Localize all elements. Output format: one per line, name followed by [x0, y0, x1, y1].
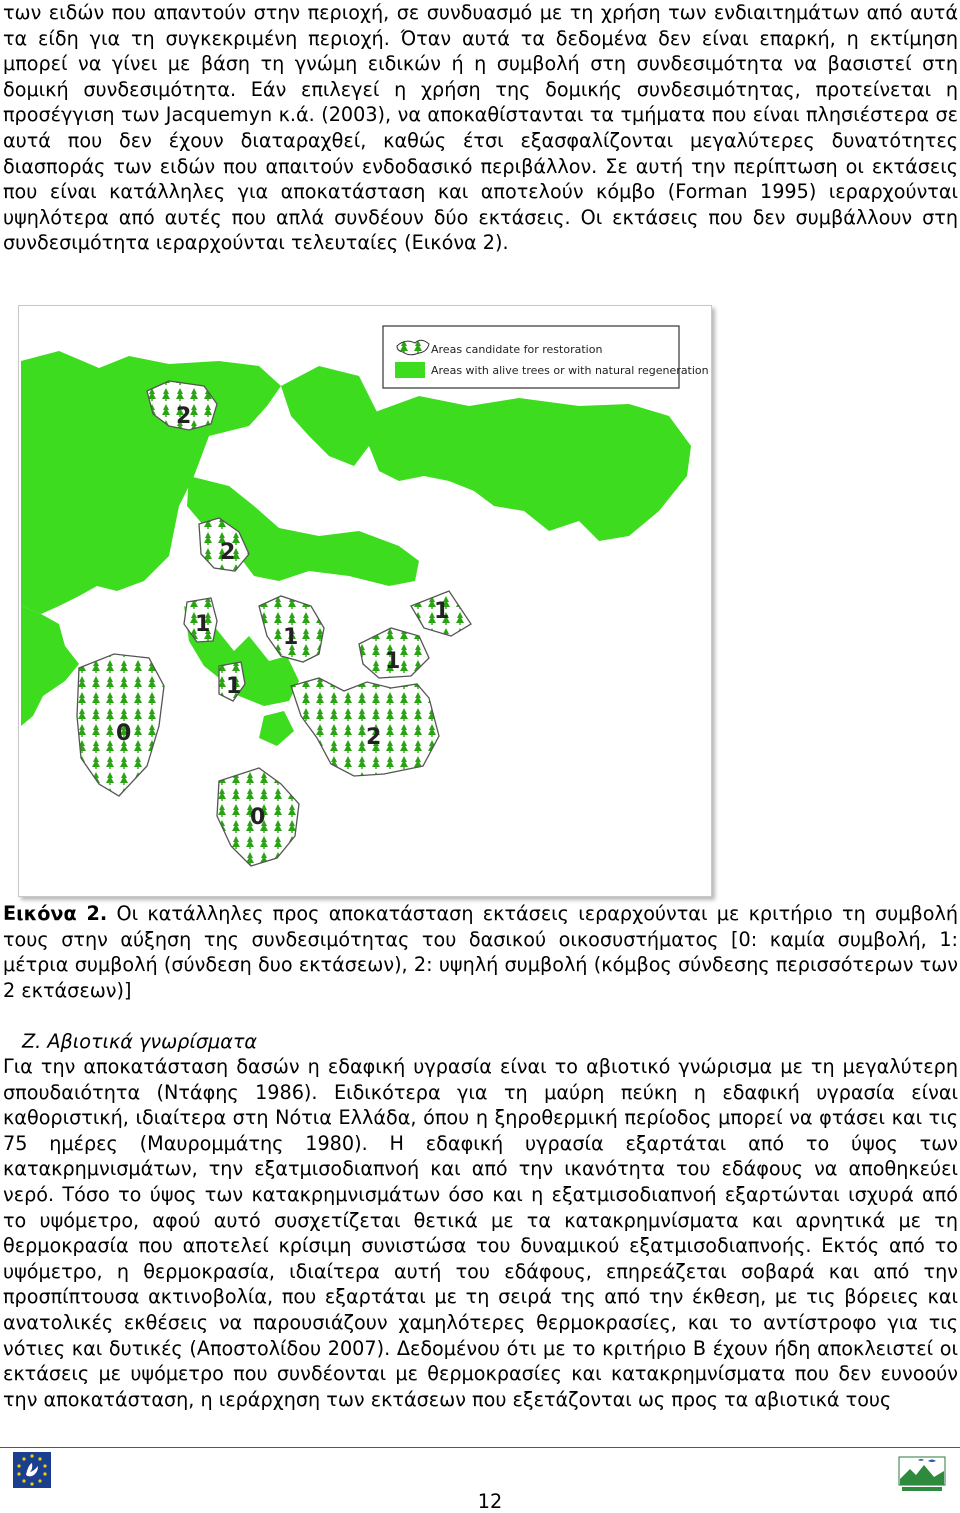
restoration-area-2-bottom: [291, 678, 439, 776]
label-1-small: 1: [226, 674, 242, 699]
life-logo-icon: [12, 1451, 52, 1489]
footer-divider: [0, 1447, 960, 1448]
map-legend: [383, 326, 709, 388]
section-heading: Ζ. Αβιοτικά γνωρίσματα: [22, 1030, 258, 1053]
body-paragraph-2: Για την αποκατάσταση δασών η εδαφική υγρασία είναι το αβιοτικό γνώρισμα με τη μεγαλύτερη σπουδαιότητα (Ντάφης 1986). Ειδικότερα για τη μαύρη πεύκη η εδαφική υγρασία είναι καθοριστική, ιδιαίτερα στη Νότια Ελλάδα, όπου η ξηροθερμική περίοδος μπορεί να φτάσει και τις 75 ημέρες (Μαυρομμάτης 1980). Η εδαφική υγρασία εξαρτάται από το ύψος των κατακρημνισμάτων, την εξατμισοδιαπνοή και από την ικανότητα του εδάφους να αποθηκεύει νερό. Τόσο το ύψος των κατακρημνισμάτων όσο και η εξατμισοδιαπνοή εξαρτώνται ισχυρά από το υψόμετρο, αφού αυτό συσχετίζεται θετικά με τα κατακρημνίσματα και αρνητικά με τη θερμοκρασία που αποτελεί κρίσιμη συνιστώσα του δυναμικού εξατμισοδιαπνοής. Εκτός από το υψόμετρο, η θερμοκρασία, ιδιαίτερα αυτή του εδάφους, επηρεάζεται σοβαρά και από την προσπίπτουσα ακτινοβολία, που εξαρτάται με τη σειρά της από την έκθεση, με τις βόρειες και ανατολικές εκθέσεις να παρουσιάζουν χαμηλότερες θερμοκρασίες, και το αντίστροφο για τις νότιες και δυτικές (Αποστολίδου 2007). Δεδομένου ότι με το κριτήριο Β έχουν ήδη αποκλειστεί οι εκτάσεις με υψόμετρο που συνδέονται με θερμοκρασίες και κατακρημνίσματα που δεν ευνοούν την αποκατάσταση, η ιεράρχηση των εκτάσεων που εξετάζονται ως προς τα αβιοτικά τους: [3, 1055, 958, 1411]
page-number: 12: [477, 1490, 503, 1513]
label-1-left: 1: [195, 612, 211, 637]
figure-caption: [3, 901, 958, 1003]
label-1-east: 1: [434, 599, 450, 624]
label-0-left: 0: [116, 721, 132, 746]
label-1-mid: 1: [385, 649, 401, 674]
connectivity-map-figure: [18, 305, 712, 897]
green-area-south-small: [259, 711, 294, 746]
caption-label: Εικόνα 2.: [3, 902, 108, 925]
green-area-east: [364, 396, 691, 541]
label-2-bottom: 2: [366, 725, 382, 750]
alive-legend-swatch: [395, 362, 425, 378]
label-2-top: 2: [176, 404, 192, 429]
natura-2000-logo-icon: [898, 1455, 946, 1493]
label-0-bottom: 0: [250, 805, 266, 830]
legend-alive-text: Areas with alive trees or with natural regeneration: [431, 364, 709, 377]
green-area-south-west: [21, 606, 79, 726]
label-2-mid: 2: [220, 540, 236, 565]
legend-restoration-text: Areas candidate for restoration: [431, 343, 603, 356]
caption-text: Οι κατάλληλες προς αποκατάσταση εκτάσεις ιεραρχούνται με κριτήριο τη συμβολή τους στην αύξηση της συνδεσιμότητας του δασικού οικοσυστήματος [0: καμία συμβολή, 1: μέτρια συμβολή (σύνδεση δυο εκτάσεων), 2: υψηλή συμβολή (κόμβος σύνδεσης περισσότερων των 2 εκτάσεων)]: [3, 902, 958, 1002]
label-1-center: 1: [283, 625, 299, 650]
body-paragraph-1: των ειδών που απαντούν στην περιοχή, σε συνδυασμό με τη χρήση των ενδιαιτημάτων από αυτά τα είδη για τη συγκεκριμένη περιοχή. Όταν αυτά τα δεδομένα δεν είναι επαρκή, η εκτίμηση μπορεί να γίνει με βάση τη γνώμη ειδικών ή η συμβολή στη συνδεσιμότητα να βασιστεί στη δομική συνδεσιμότητα. Εάν επιλεγεί η χρήση της δομικής συνδεσιμότητας, προτείνεται η προσέγγιση των Jacquemyn κ.ά. (2003), να αποκαθίστανται τα τμήματα που είναι πλησιέστερα σε αυτά που δεν έχουν διαταραχθεί, καθώς έτσι εξασφαλίζονται μεγαλύτερες δυνατότητες διασποράς των ειδών που απαιτούν ενδοδασικό περιβάλλον. Σε αυτή την περίπτωση οι εκτάσεις που είναι κατάλληλες για αποκατάσταση και αποτελούν κόμβο (Forman 1995) ιεραρχούνται υψηλότερα από αυτές που απλά συνδέουν δύο εκτάσεις. Οι εκτάσεις που δεν συμβάλλουν στη συνδεσιμότητα ιεραρχούνται τελευταίες (Εικόνα 2).: [3, 1, 958, 255]
